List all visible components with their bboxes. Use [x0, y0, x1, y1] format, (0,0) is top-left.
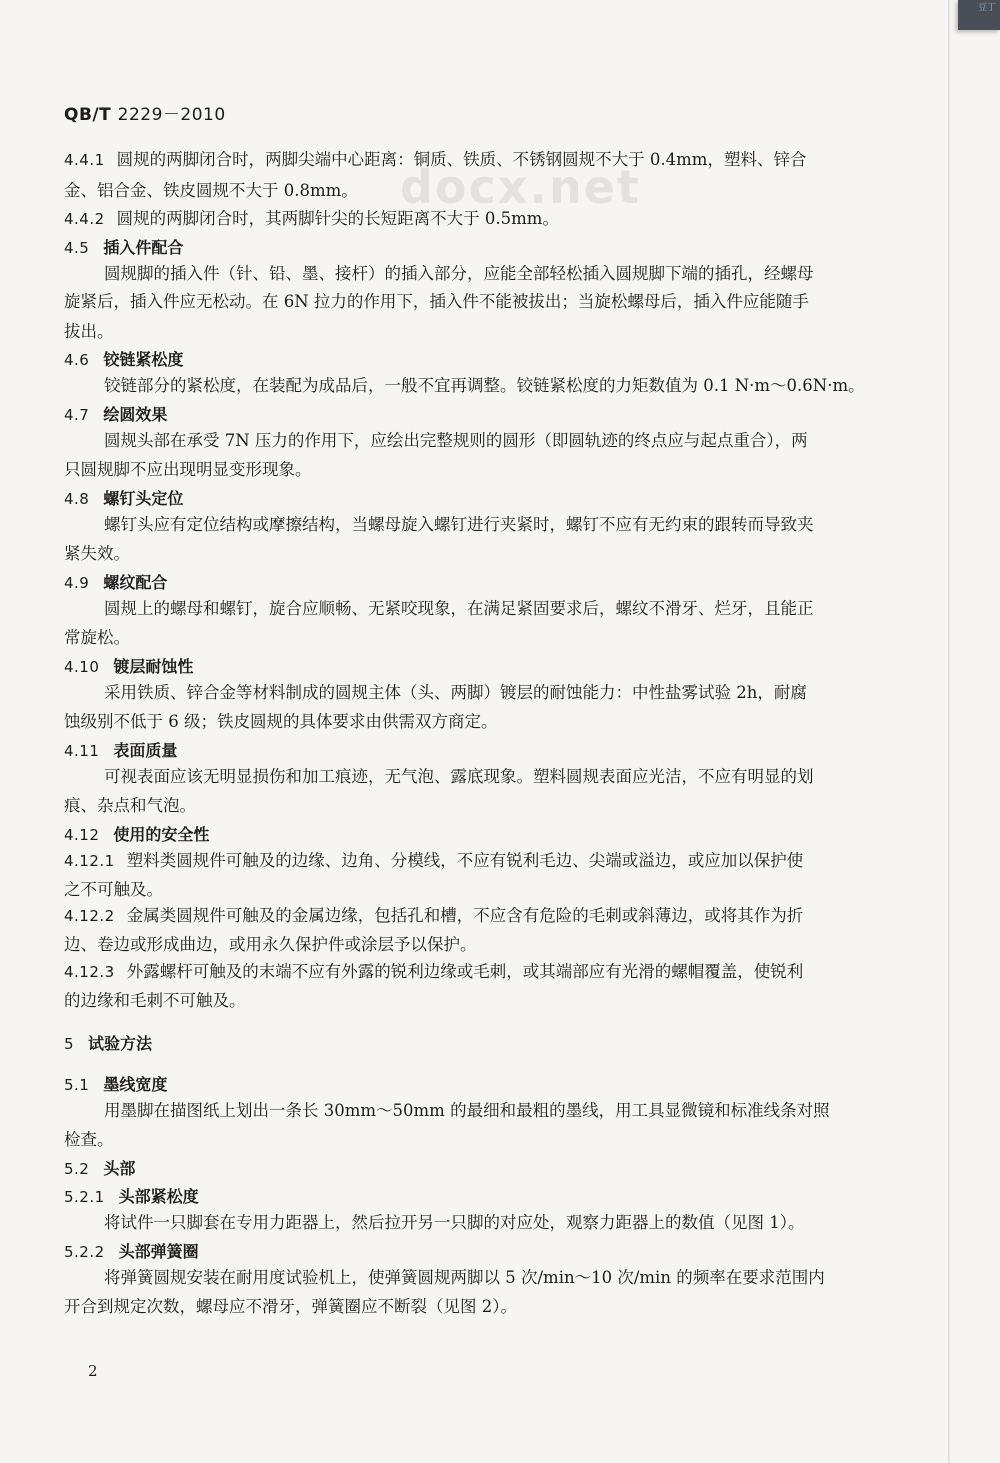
clause-number: 4.9 [64, 574, 90, 592]
section-heading [64, 825, 934, 845]
text-line [64, 935, 934, 955]
text-line [104, 767, 934, 787]
clause-number: 5.2.2 [64, 1243, 105, 1261]
corner-tab-label: 豆丁 [977, 3, 996, 13]
text-line [64, 880, 934, 900]
clause-number: 4.12.1 [64, 852, 115, 870]
body-text: 将弹簧圆规安装在耐用度试验机上，使弹簧圆规两脚以 5 次/min～10 次/min 的频率在要求范围内 [104, 1268, 825, 1287]
text-line [104, 431, 934, 451]
clause-number: 4.6 [64, 351, 90, 369]
clause-number: 4.12.3 [64, 963, 115, 981]
text-line [64, 712, 934, 732]
body-text: 圆规的两脚闭合时，其两脚针尖的长短距离不大于 0.5mm。 [116, 209, 559, 228]
body-text: 旋紧后，插入件应无松动。在 6N 拉力的作用下，插入件不能被拔出；当旋松螺母后，插入件应能随手 [64, 292, 809, 311]
text-line [64, 181, 934, 201]
text-line [104, 1268, 934, 1288]
body-text: 将试件一只脚套在专用力距器上，然后拉开另一只脚的对应处，观察力距器上的数值（见图 1）。 [104, 1213, 805, 1232]
text-line [64, 1297, 934, 1317]
body-text: 圆规上的螺母和螺钉，旋合应顺畅、无紧咬现象，在满足紧固要求后，螺纹不滑牙、烂牙，且能正 [104, 599, 814, 618]
heading-text: 头部 [103, 1159, 136, 1178]
code-number: 2229－2010 [117, 105, 226, 125]
body-text: 常旋松。 [64, 628, 130, 647]
body-text: 圆规脚的插入件（针、铅、墨、接杆）的插入部分，应能全部轻松插入圆规脚下端的插孔，经螺母 [104, 264, 814, 283]
text-line [64, 322, 934, 342]
body-text: 采用铁质、锌合金等材料制成的圆规主体（头、两脚）镀层的耐蚀能力：中性盐雾试验 2h，耐腐 [104, 683, 807, 702]
heading-text: 表面质量 [113, 741, 178, 760]
clause-number: 4.7 [64, 406, 90, 424]
section-heading [64, 741, 934, 761]
body-text: 拔出。 [64, 322, 114, 341]
text-line [64, 796, 934, 816]
body-text: 开合到规定次数，螺母应不滑牙，弹簧圈应不断裂（见图 2）。 [64, 1297, 517, 1316]
text-line [64, 991, 934, 1011]
body-text: 金、铝合金、铁皮圆规不大于 0.8mm。 [64, 181, 358, 200]
heading-text: 镀层耐蚀性 [113, 657, 194, 676]
heading-text: 试验方法 [88, 1034, 153, 1053]
body-text: 的边缘和毛刺不可触及。 [64, 991, 246, 1010]
body-text: 圆规的两脚闭合时，两脚尖端中心距离：铜质、铁质、不锈钢圆规不大于 0.4mm，塑料、锌合 [116, 150, 807, 169]
text-line [104, 1101, 934, 1121]
heading-text: 头部弹簧圈 [118, 1242, 199, 1261]
text-line [104, 515, 934, 535]
text-line [64, 544, 934, 564]
clause-number: 4.8 [64, 490, 90, 508]
section-heading [64, 405, 934, 425]
text-line [104, 376, 934, 396]
text-line [64, 628, 934, 648]
heading-text: 插入件配合 [103, 238, 184, 257]
section-heading [64, 657, 934, 677]
body-text: 之不可触及。 [64, 880, 163, 899]
clause-number: 5.2.1 [64, 1188, 105, 1206]
body-text: 蚀级别不低于 6 级；铁皮圆规的具体要求由供需双方商定。 [64, 712, 498, 731]
heading-text: 螺纹配合 [103, 573, 168, 592]
clause-number: 4.4.2 [64, 210, 105, 228]
section-heading [64, 1075, 934, 1095]
body-text: 可视表面应该无明显损伤和加工痕迹，无气泡、露底现象。塑料圆规表面应光洁，不应有明显的划 [104, 767, 814, 786]
heading-text: 头部紧松度 [118, 1187, 199, 1206]
heading-text: 铰链紧松度 [103, 350, 184, 369]
body-text: 铰链部分的紧松度，在装配为成品后，一般不宜再调整。铰链紧松度的力矩数值为 0.1 N·m～0.6N·m。 [104, 376, 865, 395]
body-text: 痕、杂点和气泡。 [64, 796, 196, 815]
section-heading [64, 489, 934, 509]
body-text: 检查。 [64, 1130, 114, 1149]
page-number: 2 [88, 1362, 98, 1380]
heading-text: 螺钉头定位 [103, 489, 184, 508]
text-line [64, 209, 934, 229]
section-heading [64, 1242, 934, 1262]
heading-text: 绘圆效果 [103, 405, 168, 424]
clause-number: 4.10 [64, 658, 100, 676]
clause-number: 5.1 [64, 1076, 90, 1094]
text-line [64, 150, 934, 170]
text-line [64, 906, 934, 926]
section-heading [64, 1187, 934, 1207]
text-line [64, 962, 934, 982]
body-text: 圆规头部在承受 7N 压力的作用下，应绘出完整规则的圆形（即圆轨迹的终点应与起点重合），两 [104, 431, 808, 450]
heading-text: 墨线宽度 [103, 1075, 168, 1094]
body-text: 螺钉头应有定位结构或摩擦结构，当螺母旋入螺钉进行夹紧时，螺钉不应有无约束的跟转而导致夹 [104, 515, 814, 534]
body-text: 只圆规脚不应出现明显变形现象。 [64, 460, 312, 479]
text-line [64, 851, 934, 871]
clause-number: 5 [64, 1035, 75, 1053]
text-line [104, 683, 934, 703]
corner-tab[interactable] [958, 0, 1000, 30]
section-heading [64, 1034, 934, 1054]
body-text: 金属类圆规件可触及的金属边缘，包括孔和槽，不应含有危险的毛刺或斜薄边，或将其作为折 [126, 906, 804, 925]
section-heading [64, 238, 934, 258]
code-prefix: QB/T [64, 105, 112, 125]
clause-number: 4.4.1 [64, 151, 105, 169]
text-line [64, 292, 934, 312]
body-text: 外露螺杆可触及的末端不应有外露的锐利边缘或毛刺，或其端部应有光滑的螺帽覆盖，使锐利 [126, 962, 804, 981]
section-heading [64, 350, 934, 370]
body-text: 用墨脚在描图纸上划出一条长 30mm～50mm 的最细和最粗的墨线，用工具显微镜和标准线条对照 [104, 1101, 830, 1120]
body-text: 边、卷边或形成曲边，或用永久保护件或涂层予以保护。 [64, 935, 477, 954]
clause-number: 4.5 [64, 239, 90, 257]
page-edge-rule [948, 0, 950, 1463]
text-line [104, 1213, 934, 1233]
standard-code [64, 100, 226, 125]
body-text: 塑料类圆规件可触及的边缘、边角、分模线，不应有锐利毛边、尖端或溢边，或应加以保护使 [126, 851, 804, 870]
clause-number: 4.12.2 [64, 907, 115, 925]
clause-number: 5.2 [64, 1160, 90, 1178]
text-line [104, 599, 934, 619]
heading-text: 使用的安全性 [113, 825, 210, 844]
clause-number: 4.11 [64, 742, 100, 760]
text-line [104, 264, 934, 284]
body-text: 紧失效。 [64, 544, 130, 563]
section-heading [64, 1159, 934, 1179]
section-heading [64, 573, 934, 593]
text-line [64, 1130, 934, 1150]
watermark: docx.net [400, 160, 641, 214]
text-line [64, 460, 934, 480]
clause-number: 4.12 [64, 826, 100, 844]
